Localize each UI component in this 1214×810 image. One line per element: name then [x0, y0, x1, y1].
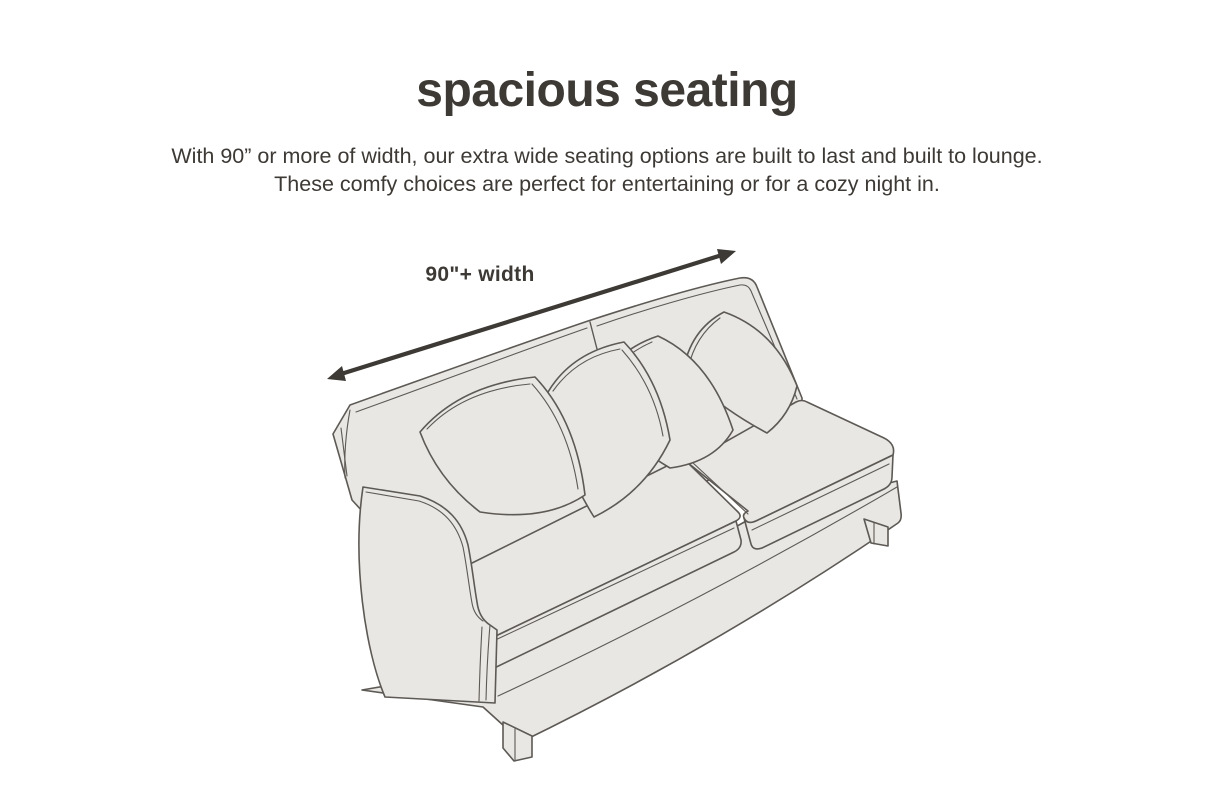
arrowhead-right	[717, 249, 736, 264]
arrowhead-left	[327, 366, 346, 381]
width-arrow-label: 90"+ width	[425, 263, 535, 286]
dimension-diagram	[300, 230, 960, 790]
sofa-illustration	[300, 230, 960, 790]
description-line-1: With 90” or more of width, our extra wide seating options are built to last and built to lounge.	[171, 144, 1043, 168]
description-line-2: These comfy choices are perfect for entertaining or for a cozy night in.	[274, 172, 940, 196]
page-title: spacious seating	[416, 64, 798, 117]
